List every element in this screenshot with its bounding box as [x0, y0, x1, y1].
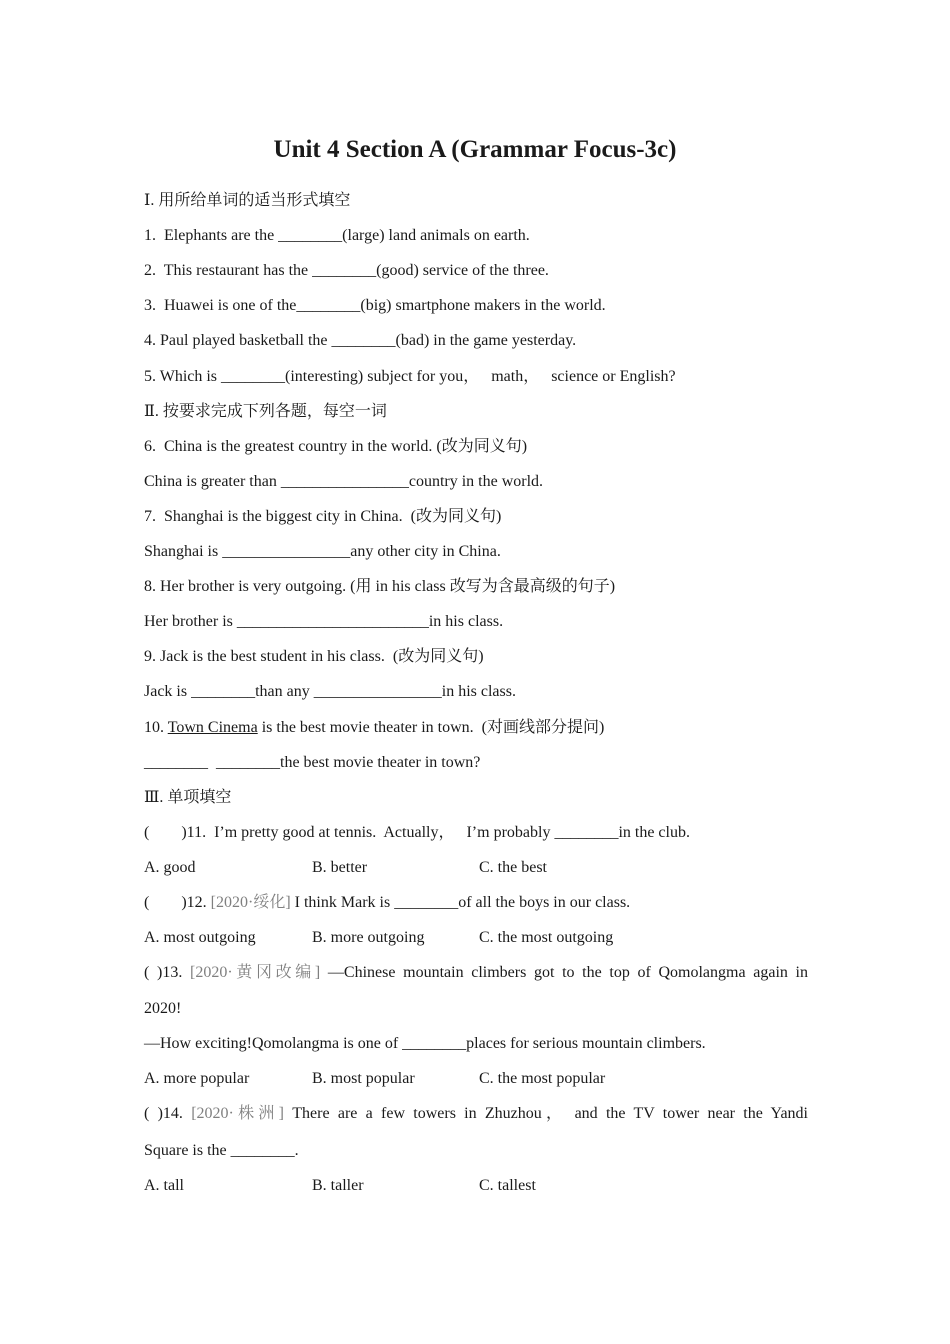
- source-tag: [2020·黄冈改编]: [189, 964, 321, 981]
- question-13-options: [144, 1068, 808, 1090]
- question-13-continued: 2020!: [144, 1000, 182, 1017]
- question-10-number: 10.: [144, 719, 168, 736]
- question-11-options: [144, 857, 808, 879]
- answer-bracket: ( )13.: [144, 964, 190, 981]
- question-2: 2. This restaurant has the ________(good) service of the three.: [144, 262, 549, 279]
- question-13: [144, 962, 808, 984]
- question-14: [144, 1103, 808, 1125]
- section-heading-3: Ⅲ. 单项填空: [144, 789, 232, 806]
- question-10: [144, 717, 808, 739]
- answer-bracket: ( )12.: [144, 894, 211, 911]
- question-13-text: —Chinese mountain climbers got to the top of Qomolangma again in: [320, 964, 808, 981]
- option-b: B. most popular: [312, 1070, 415, 1087]
- option-b: B. taller: [312, 1177, 364, 1194]
- question-6-answer: China is greater than ________________country in the world.: [144, 473, 544, 490]
- question-8: 8. Her brother is very outgoing. (用 in his class 改写为含最高级的句子): [144, 578, 616, 595]
- question-10-text: is the best movie theater in town. (对画线部分提问): [257, 719, 605, 736]
- question-12: [144, 892, 808, 914]
- option-a: A. most outgoing: [144, 929, 256, 946]
- option-c: C. the most outgoing: [479, 929, 614, 946]
- question-12-options: [144, 927, 808, 949]
- source-tag: [2020·绥化]: [210, 894, 291, 911]
- underlined-phrase: Town Cinema: [167, 719, 258, 736]
- page-title: Unit 4 Section A (Grammar Focus-3c): [273, 136, 677, 163]
- option-c: C. tallest: [479, 1177, 536, 1194]
- option-b: B. better: [312, 859, 368, 876]
- question-1: 1. Elephants are the ________(large) land animals on earth.: [144, 227, 530, 244]
- source-tag: [2020·株洲]: [191, 1105, 284, 1122]
- answer-bracket: ( )14.: [144, 1105, 192, 1122]
- option-a: A. good: [144, 859, 196, 876]
- question-10-answer: ________ ________the best movie theater in town?: [144, 754, 481, 771]
- question-4: 4. Paul played basketball the ________(bad) in the game yesterday.: [144, 332, 577, 349]
- question-9: 9. Jack is the best student in his class. (改为同义句): [144, 648, 484, 665]
- question-11: ( )11. I’m pretty good at tennis. Actually， I’m probably ________in the club.: [144, 824, 690, 841]
- question-9-answer: Jack is ________than any ________________in his class.: [144, 683, 516, 700]
- question-8-answer: Her brother is ________________________in his class.: [144, 613, 504, 630]
- question-5: 5. Which is ________(interesting) subject for you， math， science or English?: [144, 368, 676, 385]
- question-14-continued: Square is the ________.: [144, 1142, 299, 1159]
- option-c: C. the best: [479, 859, 547, 876]
- section-heading-1: Ⅰ. 用所给单词的适当形式填空: [144, 192, 351, 209]
- option-c: C. the most popular: [479, 1070, 606, 1087]
- question-12-text: I think Mark is ________of all the boys in our class.: [290, 894, 631, 911]
- question-7-answer: Shanghai is ________________any other city in China.: [144, 543, 501, 560]
- option-b: B. more outgoing: [312, 929, 425, 946]
- question-14-text: There are a few towers in Zhuzhou， and the TV tower near the Yandi: [284, 1105, 808, 1122]
- question-6: 6. China is the greatest country in the world. (改为同义句): [144, 438, 528, 455]
- question-14-options: [144, 1175, 808, 1197]
- question-7: 7. Shanghai is the biggest city in China. (改为同义句): [144, 508, 502, 525]
- section-heading-2: Ⅱ. 按要求完成下列各题，每空一词: [144, 403, 387, 420]
- option-a: A. tall: [144, 1177, 184, 1194]
- option-a: A. more popular: [144, 1070, 250, 1087]
- question-13-reply: —How exciting!Qomolangma is one of ________places for serious mountain climbers.: [144, 1035, 706, 1052]
- question-3: 3. Huawei is one of the________(big) smartphone makers in the world.: [144, 297, 606, 314]
